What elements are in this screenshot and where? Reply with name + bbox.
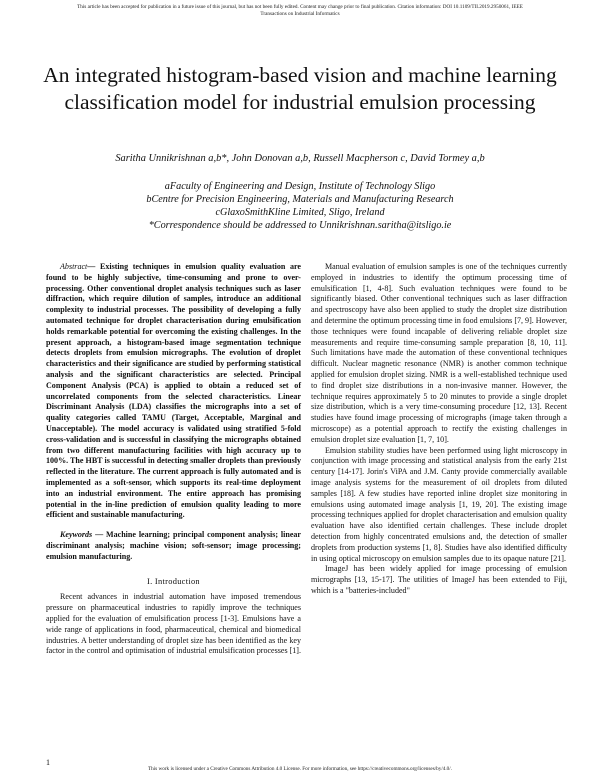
keywords-label: Keywords xyxy=(60,530,93,540)
abstract-text: — Existing techniques in emulsion quality evaluation are found to be highly subjective, time-consuming and prone to over-processing. Other conventional droplet analysis techniques such as laser diffraction, which require dilution of samples, introduce an additional complexity to industrial processes. The possibility of developing a fully automated technique for droplet characterisation during emulsification holds remarkable potential for overcoming the existing challenges. In the present approach, a histogram-based image segmentation technique detects droplets from emulsion micrographs. The evolution of droplet characteristics and their significance are studied by performing statistical analysis and the significant characteristics are selected. Principal Component Analysis (PCA) is applied to obtain a reduced set of uncorrelated components from the selected characteristics. Linear Discriminant Analysis (LDA) classifies the micrographs into a set of quality categories called TAMU (Target, Acceptable, Marginal and Unacceptable). The model accuracy is validated using stratified 5-fold cross-validation and is successful in classifying the micrographs obtained from two different manufacturing facilities with high accuracy up to 100%. The HBT is successful in detecting smaller droplets than previously reflected in the literature. The current approach is fully automated and is implemented as a soft-sensor, which supports its real-time deployment into an industrial environment. The entire approach has promising potential in the in-line prediction of emulsion quality leading to more efficient and sustainable manufacturing. xyxy=(46,262,301,520)
left-column xyxy=(46,262,301,657)
keywords-text: — Machine learning; principal component analysis; linear discriminant analysis; machine vision; soft-sensor; image processing; emulsion manufacturing. xyxy=(46,530,301,561)
notice-line-2: Transactions on Industrial Informatics xyxy=(260,11,340,17)
abstract-label: Abstract xyxy=(60,262,88,271)
affiliation-b: bCentre for Precision Engineering, Materials and Manufacturing Research xyxy=(146,194,454,205)
section-heading-introduction: I. Introduction xyxy=(147,576,200,586)
journal-notice xyxy=(20,4,580,18)
notice-line-1: This article has been accepted for publication in a future issue of this journal, but has not been fully edited. Content may change prior to final publication. Citation information: DOI 10.1109/TII.2019.2950061, IEEE xyxy=(77,4,523,10)
affiliation-a: aFaculty of Engineering and Design, Institute of Technology Sligo xyxy=(164,181,436,192)
intro-paragraph-1: Recent advances in industrial automation have imposed tremendous pressure on pharmaceutical industries to rapidly improve the techniques applied for the evaluation of emulsification process [1-3]. Emulsions have a wide range of applications in food, pharmaceutical, chemical and biomedical industries. A better understanding of droplet size has been identified as the key factor in the control and optimisation of industrial emulsification processes [1]. xyxy=(46,592,301,656)
body-paragraph-2: Emulsion stability studies have been performed using light microscopy in conjunction with image processing and statistical analysis from the early 21st century [14-17]. Jorin's ViPA and J.M. Canty provide commercially available image analysis systems for the measurement of oil droplets from diluted samples [18]. A few studies have reported inline droplet size monitoring in emulsions using automated image analysis [1, 19, 20]. The existing image processing techniques applied for droplet characterisation and emulsion quality evaluation have also identified certain challenges. These include droplet detection from highly concentrated emulsions and, the detection of smaller droplets from production systems [1, 8]. Studies have also identified difficulty in using optical microscopy on emulsion samples due to its opaque nature [21]. xyxy=(311,445,567,563)
author-list: Saritha Unnikrishnan a,b*, John Donovan a,b, Russell Macpherson c, David Tormey a,b xyxy=(115,153,485,164)
abstract xyxy=(46,262,301,521)
paper-title: An integrated histogram-based vision and machine learning classification model for industrial emulsion processing xyxy=(43,63,557,114)
correspondence: *Correspondence should be addressed to Unnikrishnan.saritha@itsligo.ie xyxy=(148,220,452,231)
affiliation-c: cGlaxoSmithKline Limited, Sligo, Ireland xyxy=(215,207,385,218)
body-paragraph-3: ImageJ has been widely applied for image processing of emulsion micrographs [13, 15-17]. The utilities of ImageJ has been extended to Fiji, which is a "batteries-included" xyxy=(311,564,567,595)
right-column xyxy=(311,262,567,597)
license-footer: This work is licensed under a Creative Commons Attribution 4.0 License. For more information, see https://creativecommons.org/licenses/by/4.0/. xyxy=(147,766,453,772)
body-paragraph-1: Manual evaluation of emulsion samples is one of the techniques currently employed in industries to identify the optimum processing time of emulsification [1, 4-8]. Such evaluation techniques were found to be significantly biased. Other conventional techniques such as laser diffraction and spectroscopy have also been applied to study the droplet size distribution and determine the optimum processing time in food emulsions [7, 9]. However, those techniques were found incapable of delivering reliable droplet size measurements and require time-consuming sample preparation [8, 10, 11]. Such limitations have made the automation of these conventional techniques difficult. Nuclear magnetic resonance (NMR) is another common technique applied for emulsion droplet sizing. NMR is a well-established technique used to find droplet size distributions in a non-invasive manner. However, the technique requires approximately 5 to 20 minutes to provide a single droplet size distribution, which is a very time-consuming procedure [12, 13]. Recent studies have found image processing of micrographs (image taken through a microscope) as a potential approach to rectify the existing challenges in emulsion droplet size evaluation [1, 7, 10]. xyxy=(311,262,567,444)
page-number: 1 xyxy=(46,758,50,767)
keywords xyxy=(46,530,301,562)
affiliations xyxy=(20,180,580,232)
